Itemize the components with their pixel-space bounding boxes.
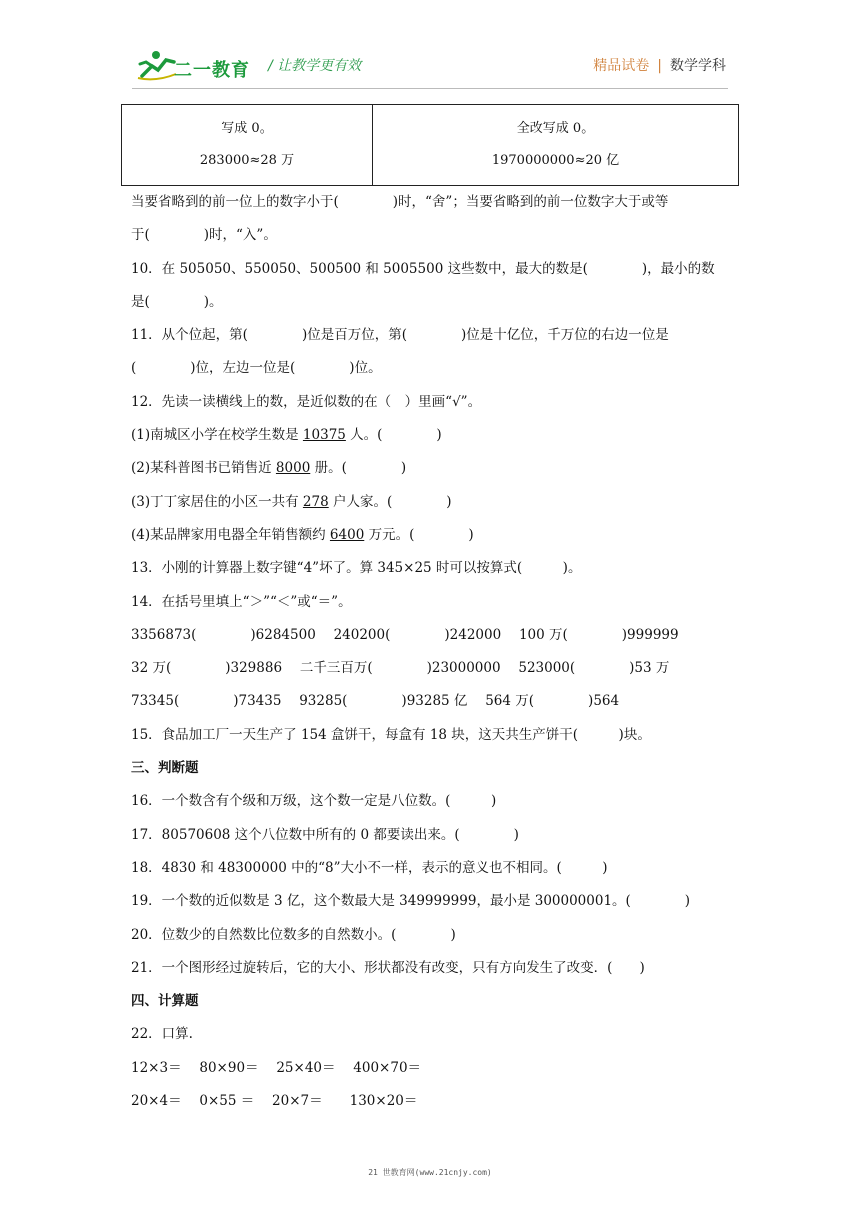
calc-row: 12×3＝ 80×90＝ 25×40＝ 400×70＝ (131, 1059, 422, 1076)
compare-row: 3356873( )6284500 240200( )242000 100 万( )999999 (131, 626, 679, 643)
text-line: 是( )。 (131, 293, 223, 310)
compare-row: 73345( )73435 93285( )93285 亿 564 万( )564 (131, 693, 620, 710)
q12-text: 册。( ) (310, 460, 407, 477)
q12-text: (4)某品牌家用电器全年销售额约 (131, 526, 330, 543)
table-cell-line: 全改写成 0。 (516, 121, 595, 136)
page-header (0, 0, 860, 100)
calc-row: 20×4＝ 0×55 ＝ 20×7＝ 130×20＝ (131, 1093, 418, 1110)
table-cell-right (373, 105, 739, 186)
judge-question: 21．一个图形经过旋转后，它的大小、形状都没有改变，只有方向发生了改变．( ) (131, 959, 645, 976)
q12-item (131, 452, 731, 485)
question-13: 13．小刚的计算器上数字键“4”坏了。算 345×25 时可以按算式( )。 (131, 560, 582, 577)
table-cell-line: 283000≈28 万 (199, 153, 295, 168)
text-line: 当要省略到的前一位上的数字小于( )时，“舍”；当要省略到的前一位数字大于或等 (131, 194, 669, 210)
page-footer: 21 世教育网(www.21cnjy.com) (368, 1168, 492, 1177)
judge-question: 19．一个数的近似数是 3 亿，这个数最大是 349999999，最小是 300000001。( ) (131, 893, 691, 910)
q12-text: (2)某科普图书已销售近 (131, 460, 276, 477)
q12-text: (3)丁丁家居住的小区一共有 (131, 493, 303, 510)
table-cell-left (122, 105, 373, 186)
judge-question: 18．4830 和 48300000 中的“8”大小不一样，表示的意义也不相同。( ) (131, 859, 608, 876)
slogan: / 让教学更有效 (268, 58, 362, 74)
q12-text: 万元。( ) (364, 526, 474, 543)
judge-question: 17．80570608 这个八位数中所有的 0 都要读出来。( ) (131, 826, 519, 843)
judge-question: 20．位数少的自然数比位数多的自然数小。( ) (131, 926, 456, 943)
section-calc-title: 四、计算题 (131, 993, 199, 1010)
q12-item (131, 419, 731, 452)
compare-row: 32 万( )329886 二千三百万( )23000000 523000( )53 万 (131, 660, 670, 677)
q12-text: 人。( ) (345, 427, 442, 444)
section-judge-title: 三、判断题 (131, 760, 199, 777)
q12-item (131, 486, 731, 519)
header-divider (132, 88, 728, 89)
logo-text: 二一教育 (174, 60, 250, 81)
q12-text: 户人家。( ) (328, 493, 452, 510)
judge-question: 16．一个数含有个级和万级，这个数一定是八位数。( ) (131, 793, 497, 810)
question-12: 12．先读一读横线上的数，是近似数的在（ ）里画“√”。 (131, 393, 482, 410)
question-22: 22．口算. (131, 1026, 193, 1043)
q12-number: 278 (302, 493, 329, 510)
text-line: 于( )时，“入”。 (131, 227, 277, 244)
subject-label: 数学学科 (670, 58, 726, 74)
header-separator: | (657, 58, 662, 74)
q12-number: 10375 (302, 427, 346, 444)
question-14: 14．在括号里填上“＞”“＜”或“＝”。 (131, 593, 352, 610)
question-10: 10．在 505050、550050、500500 和 5005500 这些数中，最大的数是( )，最小的数 (131, 260, 715, 277)
q12-item (131, 519, 731, 552)
question-11: 11．从个位起，第( )位是百万位，第( )位是十亿位，千万位的右边一位是 (131, 327, 669, 344)
rounding-table (121, 104, 739, 186)
question-content (131, 186, 731, 1118)
table-cell-line: 写成 0。 (221, 121, 273, 136)
q12-text: (1)南城区小学在校学生数是 (131, 427, 303, 444)
text-line: ( )位，左边一位是( )位。 (131, 360, 382, 377)
table-cell-line: 1970000000≈20 亿 (491, 153, 620, 168)
q12-number: 6400 (329, 526, 365, 543)
header-right (593, 55, 726, 75)
premium-label: 精品试卷 (593, 58, 650, 74)
question-15: 15．食品加工厂一天生产了 154 盒饼干，每盒有 18 块，这天共生产饼干( )块。 (131, 726, 651, 743)
q12-number: 8000 (275, 460, 311, 477)
